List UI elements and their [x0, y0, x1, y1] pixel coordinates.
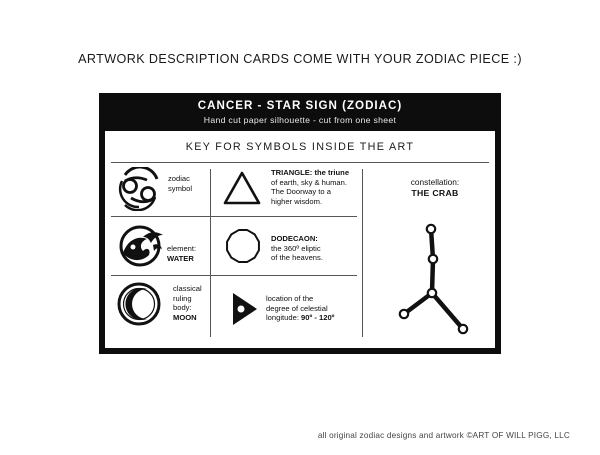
divider	[111, 275, 357, 276]
key-title: KEY FOR SYMBOLS INSIDE THE ART	[185, 141, 415, 153]
water-wave-icon	[117, 223, 165, 269]
dodecagon-outline	[227, 230, 259, 262]
dodecagon-description: DODECAON: the 360º eliptic of the heavens.	[271, 234, 323, 263]
triangle-icon	[222, 169, 262, 207]
card-inner-panel	[105, 131, 495, 348]
divider	[111, 162, 489, 163]
description-card	[99, 93, 501, 354]
constellation-name: THE CRAB	[411, 188, 459, 198]
celestial-longitude-description: location of the degree of celestial longitude: 90º - 120º	[266, 294, 335, 323]
classical-ruling-body-label: classical ruling body: MOON	[173, 284, 202, 322]
triangle-description: TRIANGLE: the triune of earth, sky & human. The Doorway to a higher wisdom.	[271, 168, 350, 206]
constellation-label: constellation:	[410, 177, 460, 187]
element-label: element: WATER	[167, 244, 197, 263]
crab-constellation-icon	[390, 216, 480, 336]
cancer-glyph-icon	[117, 167, 161, 211]
degree-marker-icon	[231, 291, 259, 327]
crescent-moon-icon	[117, 281, 163, 327]
headline: ARTWORK DESCRIPTION CARDS COME WITH YOUR ZODIAC PIECE :)	[78, 52, 522, 66]
divider	[362, 169, 363, 337]
divider	[111, 216, 357, 217]
card-title: CANCER - STAR SIGN (ZODIAC)	[197, 99, 403, 112]
copyright-footer: all original zodiac designs and artwork ©ART OF WILL PIGG, LLC	[317, 431, 570, 440]
zodiac-symbol-label: zodiac symbol	[168, 174, 193, 193]
card-subtitle: Hand cut paper silhouette - cut from one sheet	[203, 115, 397, 125]
divider	[210, 169, 211, 337]
dodecagon-icon	[224, 227, 262, 265]
